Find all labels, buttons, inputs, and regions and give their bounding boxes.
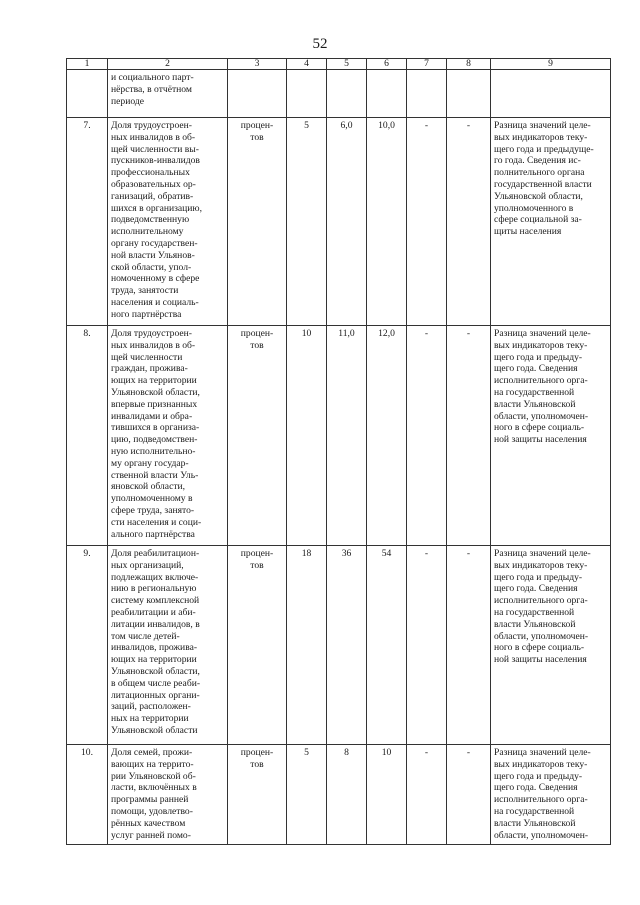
value-cell: 8 bbox=[327, 745, 367, 845]
column-number: 1 bbox=[67, 59, 108, 70]
value-cell: - bbox=[407, 745, 447, 845]
column-numbers-row bbox=[67, 59, 611, 70]
value-cell bbox=[367, 70, 407, 118]
unit-cell: процен- тов bbox=[228, 326, 287, 546]
value-cell bbox=[287, 70, 327, 118]
column-number: 4 bbox=[287, 59, 327, 70]
value-cell: 6,0 bbox=[327, 118, 367, 326]
column-number: 3 bbox=[228, 59, 287, 70]
indicator-name: Доля трудоустроен- ных инвалидов в об- щей численности вы- пускников-инвалидов профессиональных образовательных ор- ганизаций, обратив- шихся в организацию, подведомственную исполнительному органу государствен- ной власти Ульянов- ской области, упол- номоченному в сфере труда, занятости населения и социаль- ного партнёрства bbox=[108, 118, 228, 326]
column-number: 6 bbox=[367, 59, 407, 70]
table-row bbox=[67, 118, 611, 326]
value-cell: - bbox=[407, 546, 447, 745]
value-cell: 18 bbox=[287, 546, 327, 745]
value-cell: - bbox=[407, 118, 447, 326]
source-note bbox=[491, 70, 611, 118]
value-cell: 10 bbox=[287, 326, 327, 546]
indicator-name: Доля трудоустроен- ных инвалидов в об- щей численности граждан, прожива- ющих на территории Ульяновской области, впервые признанных инвалидами и обра- тившихся в организа- цию, подведомствен- ную исполнительно- му органу государ- ственной власти Уль- яновской области, уполномоченному в сфере труда, занято- сти населения и соци- ального партнёрства bbox=[108, 326, 228, 546]
column-number: 7 bbox=[407, 59, 447, 70]
value-cell: - bbox=[447, 745, 491, 845]
row-number: 9. bbox=[67, 546, 108, 745]
table-row bbox=[67, 745, 611, 845]
page-number: 52 bbox=[312, 36, 328, 52]
indicator-name: и социального парт- нёрства, в отчётном периоде bbox=[108, 70, 228, 118]
value-cell bbox=[407, 70, 447, 118]
row-number: 8. bbox=[67, 326, 108, 546]
value-cell: 10 bbox=[367, 745, 407, 845]
value-cell: - bbox=[447, 546, 491, 745]
source-note: Разница значений целе- вых индикаторов теку- щего года и предыду- щего года. Сведения исполнительного орга- на государственной власти Ульяновской области, уполномочен- ного в сфере социаль- ной защиты населения bbox=[491, 326, 611, 546]
value-cell: 10,0 bbox=[367, 118, 407, 326]
row-number: 10. bbox=[67, 745, 108, 845]
value-cell bbox=[327, 70, 367, 118]
column-number: 8 bbox=[447, 59, 491, 70]
value-cell: 54 bbox=[367, 546, 407, 745]
column-number: 5 bbox=[327, 59, 367, 70]
value-cell: 11,0 bbox=[327, 326, 367, 546]
indicator-name: Доля реабилитацион- ных организаций, подлежащих включе- нию в региональную систему комплексной реабилитации и аби- литации инвалидов, в том числе детей- инвалидов, прожива- ющих на территории Ульяновской области, в общем числе реаби- литационных органи- заций, расположен- ных на территории Ульяновской области bbox=[108, 546, 228, 745]
unit-cell: процен- тов bbox=[228, 546, 287, 745]
value-cell: - bbox=[447, 326, 491, 546]
source-note: Разница значений целе- вых индикаторов теку- щего года и предыдуще- го года. Сведения ис- полнительного органа государственной власти Ульяновской области, уполномоченного в сфере социальной за- щиты населения bbox=[491, 118, 611, 326]
indicators-table bbox=[66, 58, 611, 845]
value-cell: 12,0 bbox=[367, 326, 407, 546]
row-number bbox=[67, 70, 108, 118]
value-cell: - bbox=[407, 326, 447, 546]
table-row bbox=[67, 70, 611, 118]
value-cell: 5 bbox=[287, 745, 327, 845]
value-cell: 5 bbox=[287, 118, 327, 326]
value-cell: 36 bbox=[327, 546, 367, 745]
table-row bbox=[67, 326, 611, 546]
column-number: 2 bbox=[108, 59, 228, 70]
column-number: 9 bbox=[491, 59, 611, 70]
indicator-name: Доля семей, прожи- вающих на террито- рии Ульяновской об- ласти, включённых в программы ранней помощи, удовлетво- рённых качеством услуг ранней помо- bbox=[108, 745, 228, 845]
source-note: Разница значений целе- вых индикаторов теку- щего года и предыду- щего года. Сведения исполнительного орга- на государственной власти Ульяновской области, уполномочен- ного в сфере социаль- ной защиты населения bbox=[491, 546, 611, 745]
value-cell: - bbox=[447, 118, 491, 326]
row-number: 7. bbox=[67, 118, 108, 326]
unit-cell: процен- тов bbox=[228, 118, 287, 326]
unit-cell bbox=[228, 70, 287, 118]
unit-cell: процен- тов bbox=[228, 745, 287, 845]
source-note: Разница значений целе- вых индикаторов теку- щего года и предыду- щего года. Сведения исполнительного орга- на государственной власти Ульяновской области, уполномочен- bbox=[491, 745, 611, 845]
value-cell bbox=[447, 70, 491, 118]
table-row bbox=[67, 546, 611, 745]
